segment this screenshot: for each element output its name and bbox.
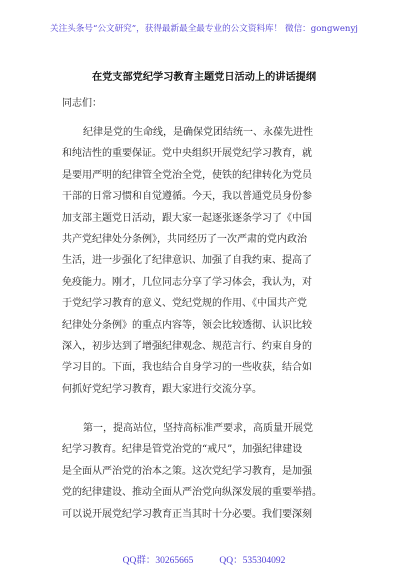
greeting: 同志们： bbox=[62, 98, 102, 109]
qq-text: QQ：535304092 bbox=[219, 556, 286, 566]
text-line: 干部的日常习惯和自觉遵循。今天，我以普通党员身份参 bbox=[62, 191, 312, 203]
text-line: 纪学习教育。纪律是管党治党的“戒尺”，加强纪律建设 bbox=[62, 444, 303, 456]
text-line: 纪律是党的生命线，是确保党团结统一、永葆先进性 bbox=[83, 127, 313, 138]
text-line: 加支部主题党日活动，跟大家一起逐张逐条学习了《中国 bbox=[62, 212, 312, 224]
text-line: 深入，初步达到了增强纪律观念、规范言行、约束自身的 bbox=[62, 340, 312, 352]
top-banner bbox=[0, 22, 408, 34]
text-line: 和纯洁性的重要保证。党中央组织开展党纪学习教育，就 bbox=[62, 148, 312, 160]
text-line: 共产党纪律处分条例》，共同经历了一次严肃的党内政治 bbox=[62, 233, 307, 245]
text-line: 纪律处分条例》的重点内容等，领会比较透彻、认识比较 bbox=[62, 319, 312, 331]
text-line: 是全面从严治党的治本之策。这次党纪学习教育，是加强 bbox=[62, 465, 312, 477]
text-line: 何抓好党纪学习教育，跟大家进行交流分享。 bbox=[62, 383, 262, 395]
text-line: 免疫能力。刚才，几位同志分享了学习体会，我认为，对 bbox=[62, 276, 312, 288]
text-line: 党的纪律建设、推动全面从严治党向纵深发展的重要举措。 bbox=[62, 487, 322, 499]
qq-group-text: QQ群：30265665 bbox=[122, 556, 194, 566]
document-title: 在党支部党纪学习教育主题党日活动上的讲话提纲 bbox=[91, 71, 317, 83]
text-line: 是要用严明的纪律管全党治全党，使铁的纪律转化为党员 bbox=[62, 169, 312, 181]
paragraph-1 bbox=[62, 122, 348, 400]
footer-contact bbox=[0, 552, 408, 566]
paragraph-2 bbox=[62, 418, 348, 525]
text-line: 学习目的。下面，我也结合自身学习的一些收获，结合如 bbox=[62, 362, 312, 374]
text-line: 可以说开展党纪学习教育正当其时十分必要。我们要深刻 bbox=[62, 508, 312, 520]
text-line: 于党纪学习教育的意义、党纪党规的作用、《中国共产党 bbox=[62, 298, 307, 310]
banner-text: 关注头条号“公文研究”，获得最新最全最专业的公文资料库！ 微信：gongwenyj bbox=[50, 24, 358, 34]
text-line: 生活，进一步强化了纪律意识、加强了自我约束、提高了 bbox=[62, 255, 312, 267]
text-line: 第一，提高站位，坚持高标准严要求，高质量开展党 bbox=[83, 423, 313, 434]
